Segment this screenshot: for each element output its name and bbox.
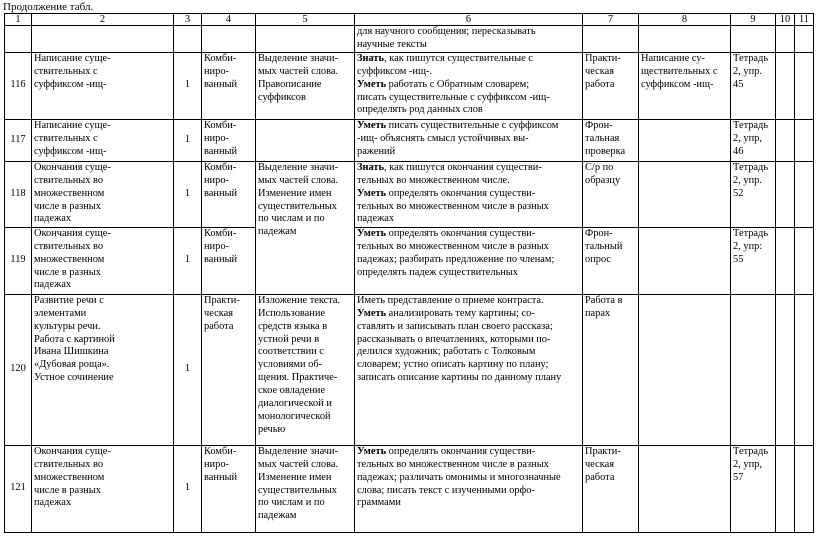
lesson-topic: Окончания суще- ствительных во множественном числе в разных падежах [32,445,174,532]
table-cell [795,445,814,532]
table-cell [639,161,731,227]
table-cell [795,227,814,294]
lesson-type: Комби- ниро- ванный [202,52,256,119]
table-row [5,119,814,161]
homework-cell: Тетрадь 2, упр: 55 [731,227,776,294]
hours-count: 1 [174,445,202,532]
table-cell [639,119,731,161]
control-type: Работа в парах [583,294,639,445]
table-cell [202,26,256,53]
header-cell-4: 4 [202,14,256,26]
table-cell [795,161,814,227]
control-type: Фрон- тальная проверка [583,119,639,161]
row-number: 118 [5,161,32,227]
lesson-topic: Написание суще- ствительных с суффиксом -ищ- [32,119,174,161]
lesson-plan-table [4,13,814,533]
row-number: 120 [5,294,32,445]
header-cell-3: 3 [174,14,202,26]
table-cell [776,227,795,294]
lesson-topic: Окончания суще- ствительных во множественном числе в разных падежах [32,227,174,294]
header-cell-1: 1 [5,14,32,26]
header-cell-6: 6 [355,14,583,26]
content-elements: Выделение значи- мых частей слова. Правописание суффиксов [256,52,355,119]
table-cell [795,294,814,445]
homework-cell [731,294,776,445]
table-row [5,445,814,532]
header-row [5,14,814,26]
table-cell [795,26,814,53]
table-cell [32,26,174,53]
lesson-topic: Развитие речи с элементами культуры речи. Работа с картиной Ивана Шишкина «Дубовая роща». Устное сочинение [32,294,174,445]
table-cell [776,26,795,53]
homework-cell: Тетрадь 2, упр. 45 [731,52,776,119]
control-type: Практи- ческая работа [583,52,639,119]
header-cell-9: 9 [731,14,776,26]
table-cell [639,26,731,53]
requirements-cell: Уметь писать существительные с суффиксом -ищ- объяснять смысл устойчивых вы- ражений [355,119,583,161]
table-cell [776,161,795,227]
hours-count: 1 [174,119,202,161]
col8-cell: Написание су- ществительных с суффиксом -ищ- [639,52,731,119]
table-caption: Продолжение табл. [3,1,94,13]
requirements-cell: для научного сообщения; пересказывать научные тексты [355,26,583,53]
control-type: Практи- ческая работа [583,445,639,532]
content-elements [256,119,355,161]
content-elements: Изложение текста. Использование средств языка в устной речи в соответствии с условиями об- щения. Практиче- ское овладение диалогической и монологической речью [256,294,355,445]
hours-count: 1 [174,294,202,445]
table-cell [776,294,795,445]
header-cell-7: 7 [583,14,639,26]
table-cell [776,52,795,119]
row-number: 116 [5,52,32,119]
table-cell [776,445,795,532]
continuation-row [5,26,814,53]
table-cell [639,294,731,445]
homework-cell: Тетрадь 2, упр. 52 [731,161,776,227]
requirements-cell: Знать, как пишутся существительные с суффиксом -ищ-. Уметь работать с Обратным словарем; писать существительные с суффиксом -ищ- определять род данных слов [355,52,583,119]
lesson-type: Комби- ниро- ванный [202,119,256,161]
header-cell-2: 2 [32,14,174,26]
table-row [5,227,814,294]
homework-cell: Тетрадь 2, упр, 57 [731,445,776,532]
lesson-type: Практи- ческая работа [202,294,256,445]
table-cell [776,119,795,161]
table-cell [256,26,355,53]
requirements-cell: Уметь определять окончания существи- тельных во множественном числе в разных падежах; различать омонимы и многозначные слова; писать текст с изученными орфо- граммами [355,445,583,532]
requirements-cell: Иметь представление о приеме контраста. Уметь анализировать тему картины; со- ставлять и записывать план своего рассказа; рассказывать о впечатлениях, которыми по- делился художник; работать с Толковым словарем; устно описать картину по плану; записать описание картины по данному плану [355,294,583,445]
header-cell-5: 5 [256,14,355,26]
header-cell-10: 10 [776,14,795,26]
lesson-type: Комби- ниро- ванный [202,445,256,532]
control-type: С/р по образцу [583,161,639,227]
control-type: Фрон- тальный опрос [583,227,639,294]
lesson-topic: Окончания суще- ствительных во множественном числе в разных падежах [32,161,174,227]
lesson-type: Комби- ниро- ванный [202,161,256,227]
table-cell [639,227,731,294]
row-number: 117 [5,119,32,161]
table-cell [174,26,202,53]
table-row [5,52,814,119]
header-cell-8: 8 [639,14,731,26]
table-cell [795,52,814,119]
table-row [5,161,814,227]
table-row [5,294,814,445]
header-cell-11: 11 [795,14,814,26]
row-number: 119 [5,227,32,294]
table-cell [795,119,814,161]
homework-cell: Тетрадь 2, упр, 46 [731,119,776,161]
requirements-cell: Уметь определять окончания существи- тельных во множественном числе в разных падежах; разбирать предложение по членам; определять падеж существительных [355,227,583,294]
table-cell [5,26,32,53]
lesson-type: Комби- ниро- ванный [202,227,256,294]
table-cell [731,26,776,53]
hours-count: 1 [174,52,202,119]
table-cell [583,26,639,53]
content-elements: Выделение значи- мых частей слова. Изменение имен существительных по числам и по падежам [256,445,355,532]
table-cell [639,445,731,532]
requirements-cell: Знать, как пишутся окончания существи- тельных во множественном числе. Уметь определять окончания существи- тельных во множественном числе в разных падежах [355,161,583,227]
row-number: 121 [5,445,32,532]
hours-count: 1 [174,161,202,227]
hours-count: 1 [174,227,202,294]
content-elements: Выделение значи- мых частей слова. Изменение имен существительных по числам и по падежам [256,161,355,294]
lesson-topic: Написание суще- ствительных с суффиксом -ищ- [32,52,174,119]
